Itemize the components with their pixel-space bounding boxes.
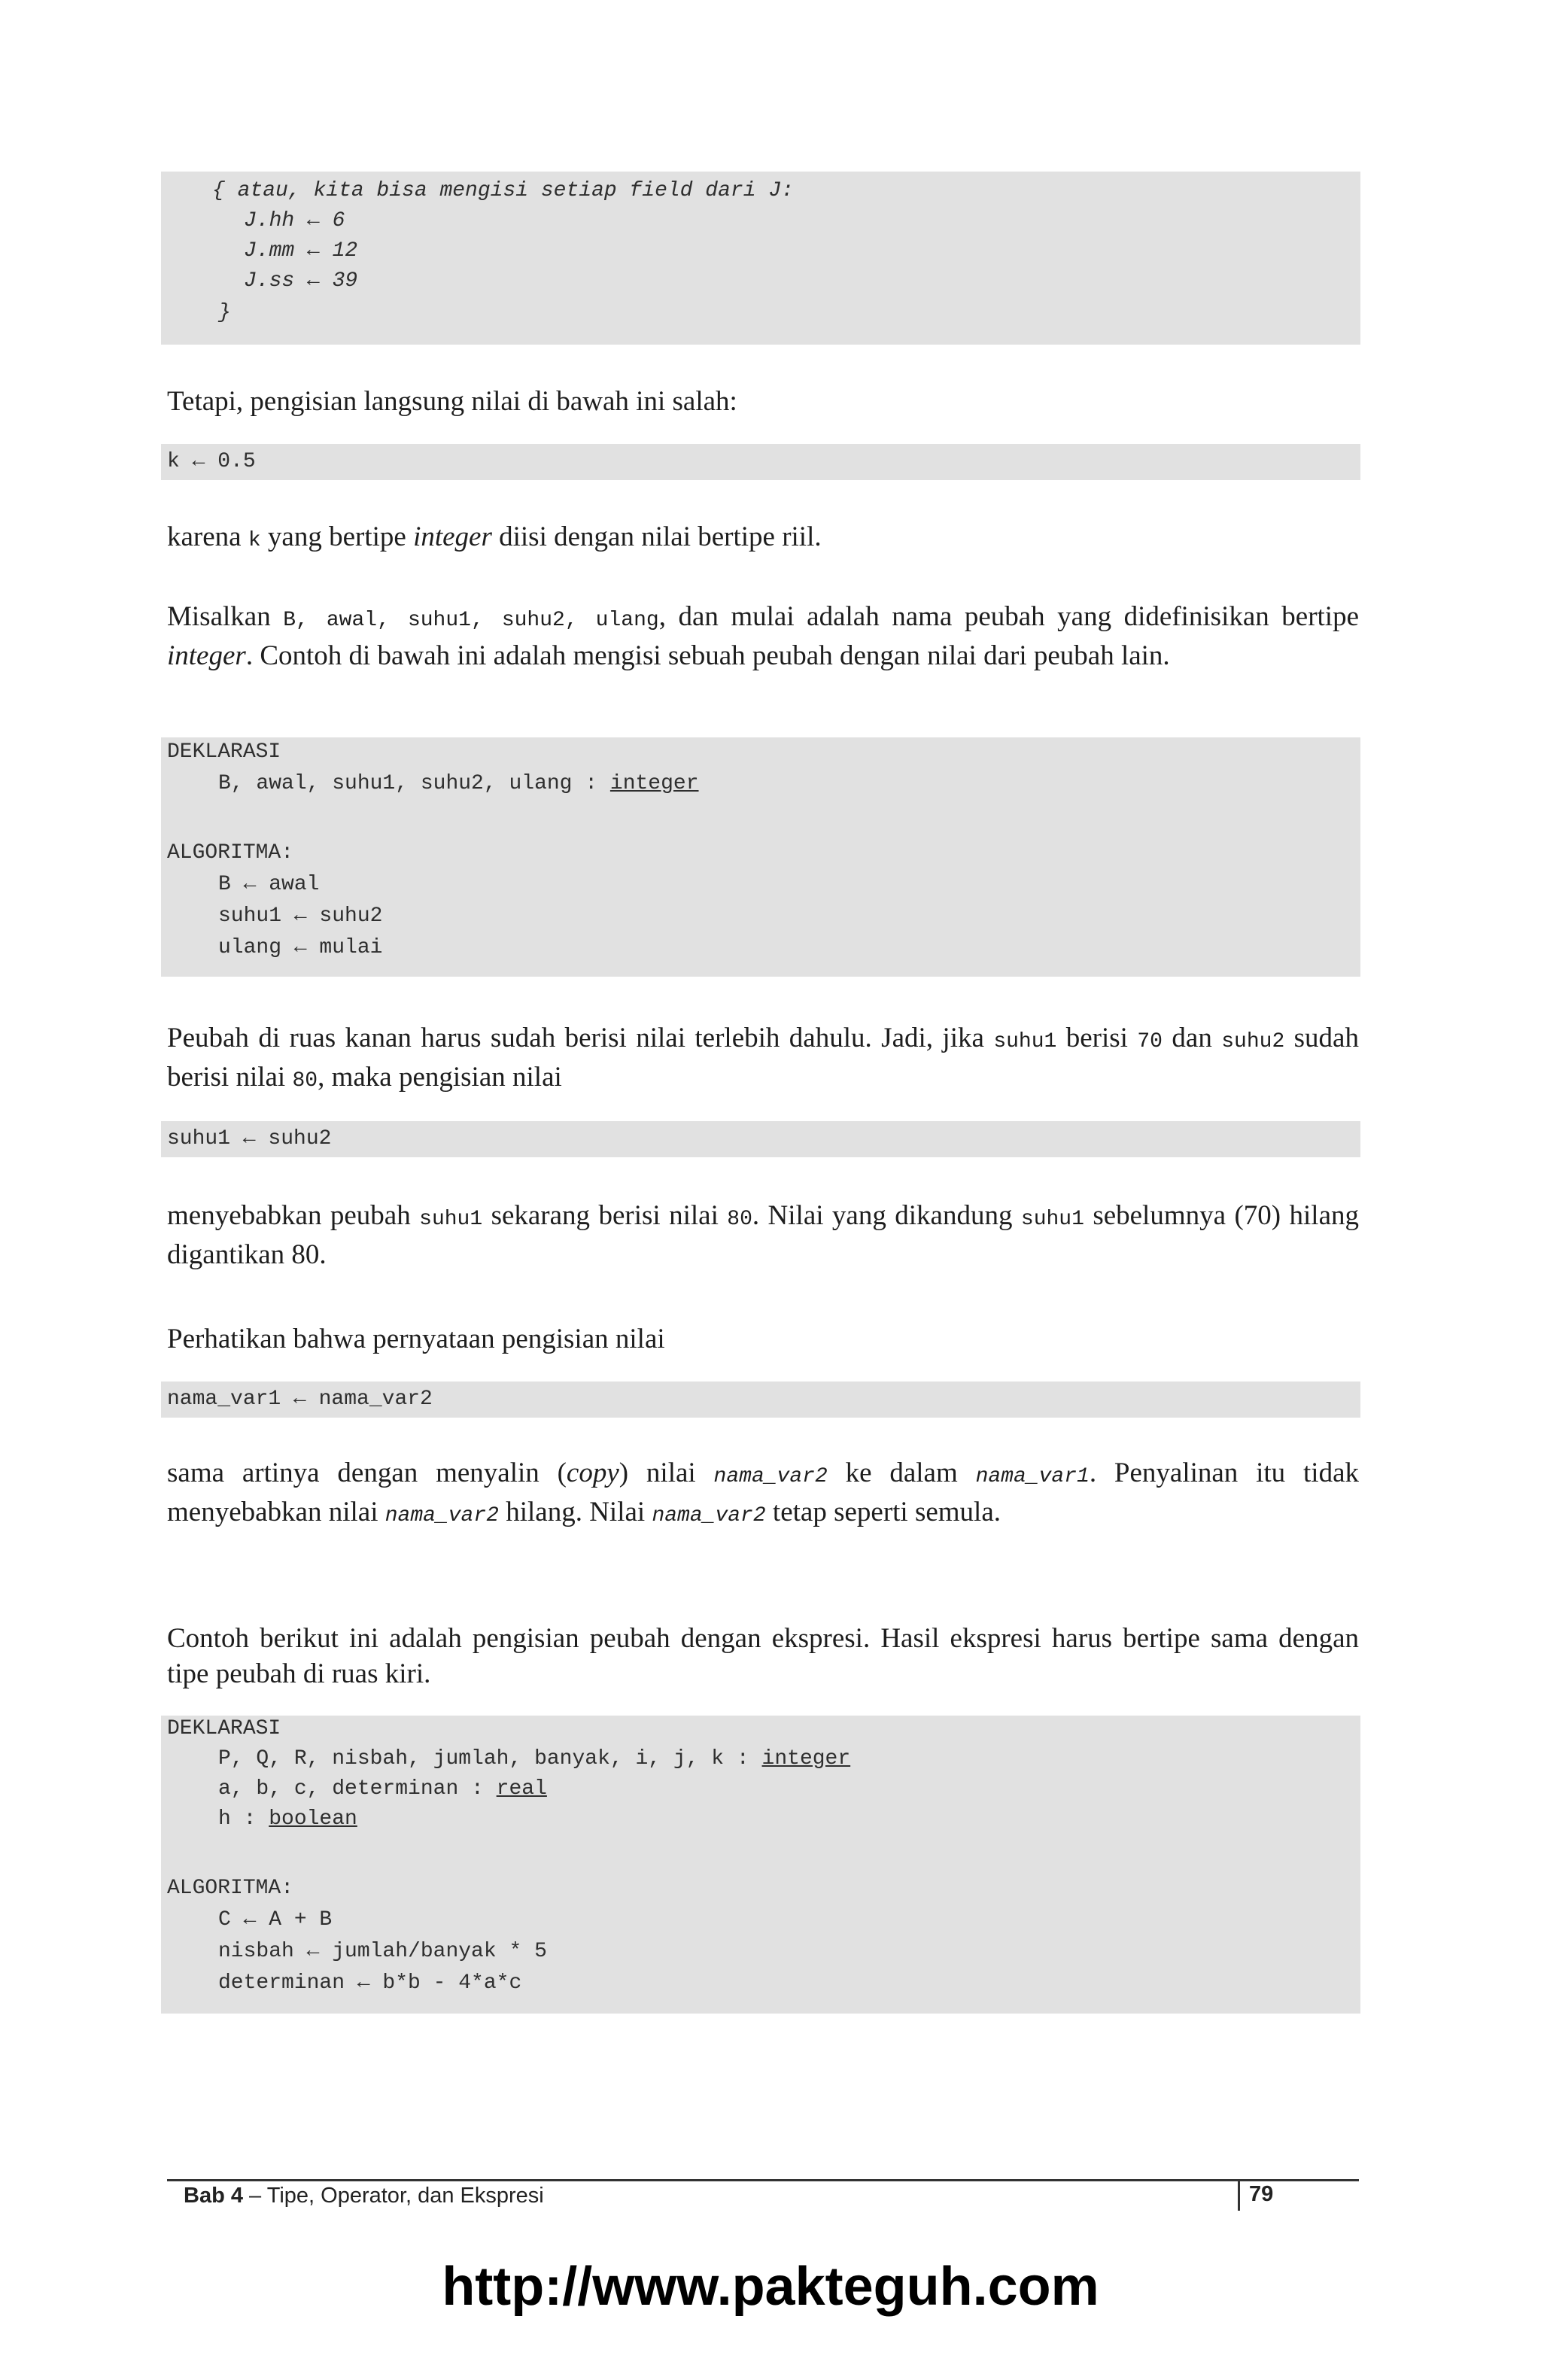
code-line: J.mm ← 12 [244, 239, 358, 263]
paragraph-suhu-result: menyebabkan peubah suhu1 sekarang berisi nilai 80. Nilai yang dikandung suhu1 sebelumnya (70) hilang digantikan 80. [167, 1200, 1359, 1270]
code-line: DEKLARASI [167, 1717, 281, 1740]
code-line: nisbah ← jumlah/banyak * 5 [218, 1940, 547, 1963]
code-block-wrong-assign [161, 444, 1360, 480]
code-block-namavar-assign [161, 1381, 1360, 1418]
paragraph-wrong-assign: Tetapi, pengisian langsung nilai di bawah ini salah: [167, 386, 737, 417]
paragraph-variables: Misalkan B, awal, suhu1, suhu2, ulang, dan mulai adalah nama peubah yang didefinisikan bertipe integer. Contoh di bawah ini adalah mengisi sebuah peubah dengan nilai dari peubah lain. [167, 601, 1359, 671]
code-line: DEKLARASI [167, 740, 281, 764]
code-line: P, Q, R, nisbah, jumlah, banyak, i, j, k : integer [218, 1747, 851, 1771]
footer-rule [167, 2179, 1359, 2181]
code-block-expression [161, 1716, 1360, 2014]
code-line: a, b, c, determinan : real [218, 1777, 547, 1801]
code-line: k ← 0.5 [167, 450, 256, 473]
code-line: suhu1 ← suhu2 [218, 904, 383, 928]
footer-separator [1238, 2181, 1240, 2211]
paragraph-right-side: Peubah di ruas kanan harus sudah berisi nilai terlebih dahulu. Jadi, jika suhu1 berisi 70 dan suhu2 sudah berisi nilai 80, maka pengisian nilai [167, 1023, 1359, 1093]
paragraph-expression: Contoh berikut ini adalah pengisian peubah dengan ekspresi. Hasil ekspresi harus bertipe sama dengan tipe peubah di ruas kiri. [167, 1623, 1359, 1689]
paragraph-integer-riil: karena k yang bertipe integer diisi dengan nilai bertipe riil. [167, 521, 822, 552]
code-line: B ← awal [218, 873, 320, 896]
code-line: C ← A + B [218, 1908, 333, 1932]
code-line: J.ss ← 39 [244, 269, 358, 293]
paragraph-copy: sama artinya dengan menyalin (copy) nilai nama_var2 ke dalam nama_var1. Penyalinan itu tidak menyebabkan nilai nama_var2 hilang. Nilai nama_var2 tetap seperti semula. [167, 1457, 1359, 1527]
page-number: 79 [1249, 2182, 1274, 2206]
code-line: ALGORITMA: [167, 841, 294, 865]
paragraph-note: Perhatikan bahwa pernyataan pengisian nilai [167, 1324, 665, 1354]
code-line: ALGORITMA: [167, 1877, 294, 1900]
code-block-record-assign [161, 172, 1360, 345]
code-line: B, awal, suhu1, suhu2, ulang : integer [218, 772, 699, 795]
code-line: J.hh ← 6 [244, 209, 345, 233]
code-line: suhu1 ← suhu2 [167, 1127, 332, 1150]
code-line: nama_var1 ← nama_var2 [167, 1388, 433, 1411]
chapter-footer: Bab 4 – Tipe, Operator, dan Ekspresi [184, 2184, 544, 2208]
code-line: determinan ← b*b - 4*a*c [218, 1971, 522, 1995]
code-line: } [218, 301, 231, 324]
code-line: h : boolean [218, 1807, 357, 1831]
code-line: ulang ← mulai [218, 936, 383, 959]
watermark-url: http://www.pakteguh.com [442, 2257, 1099, 2317]
code-line: { atau, kita bisa mengisi setiap field dari J: [212, 179, 794, 202]
code-block-suhu-assign [161, 1121, 1360, 1157]
code-block-variable-copy [161, 737, 1360, 977]
